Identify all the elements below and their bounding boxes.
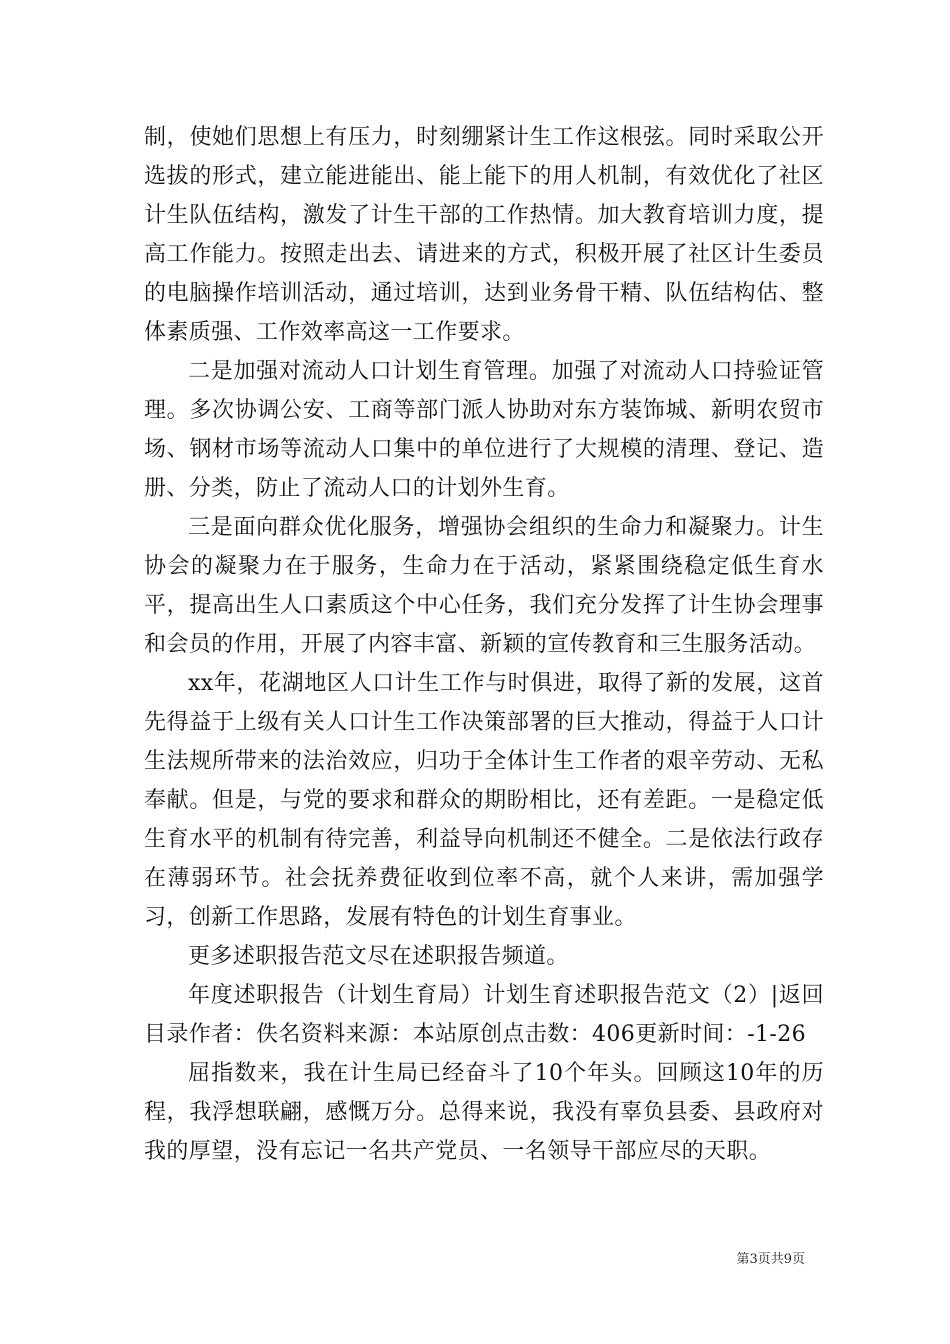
- paragraph-continuation: 制，使她们思想上有压力，时刻绷紧计生工作这根弦。同时采取公开选拔的形式，建立能进能出、能上能下的用人机制，有效优化了社区计生队伍结构，激发了计生干部的工作热情。加大教育培训力度，提高工作能力。按照走出去、请进来的方式，积极开展了社区计生委员的电脑操作培训活动，通过培训，达到业务骨干精、队伍结构估、整体素质强、工作效率高这一工作要求。: [144, 125, 824, 345]
- page-number: 第3页共9页: [736, 1252, 805, 1267]
- paragraph-article-meta: 年度述职报告（计划生育局）计划生育述职报告范文（2）|返回目录作者：佚名资料来源：本站原创点击数：406更新时间：-1-26: [144, 983, 824, 1047]
- paragraph-more-reports: 更多述职报告范文尽在述职报告频道。: [188, 944, 569, 969]
- document-body: [144, 118, 824, 1171]
- paragraph-annual-summary: xx年，花湖地区人口计生工作与时俱进，取得了新的发展，这首先得益于上级有关人口计生工作决策部署的巨大推动，得益于人口计生法规所带来的法治效应，归功于全体计生工作者的艰辛劳动、无私奉献。但是，与党的要求和群众的期盼相比，还有差距。一是稳定低生育水平的机制有待完善，利益导向机制还不健全。二是依法行政存在薄弱环节。社会抚养费征收到位率不高，就个人来讲，需加强学习，创新工作思路，发展有特色的计划生育事业。: [144, 671, 824, 930]
- paragraph-floating-population: 二是加强对流动人口计划生育管理。加强了对流动人口持验证管理。多次协调公安、工商等部门派人协助对东方装饰城、新明农贸市场、钢材市场等流动人口集中的单位进行了大规模的清理、登记、造册、分类，防止了流动人口的计划外生育。: [144, 359, 824, 501]
- paragraph-reflection: 屈指数来，我在计生局已经奋斗了10个年头。回顾这10年的历程，我浮想联翩，感慨万分。总得来说，我没有辜负县委、县政府对我的厚望，没有忘记一名共产党员、一名领导干部应尽的天职。: [144, 1061, 824, 1164]
- paragraph-service: 三是面向群众优化服务，增强协会组织的生命力和凝聚力。计生协会的凝聚力在于服务，生命力在于活动，紧紧围绕稳定低生育水平，提高出生人口素质这个中心任务，我们充分发挥了计生协会理事和会员的作用，开展了内容丰富、新颖的宣传教育和三生服务活动。: [144, 515, 824, 657]
